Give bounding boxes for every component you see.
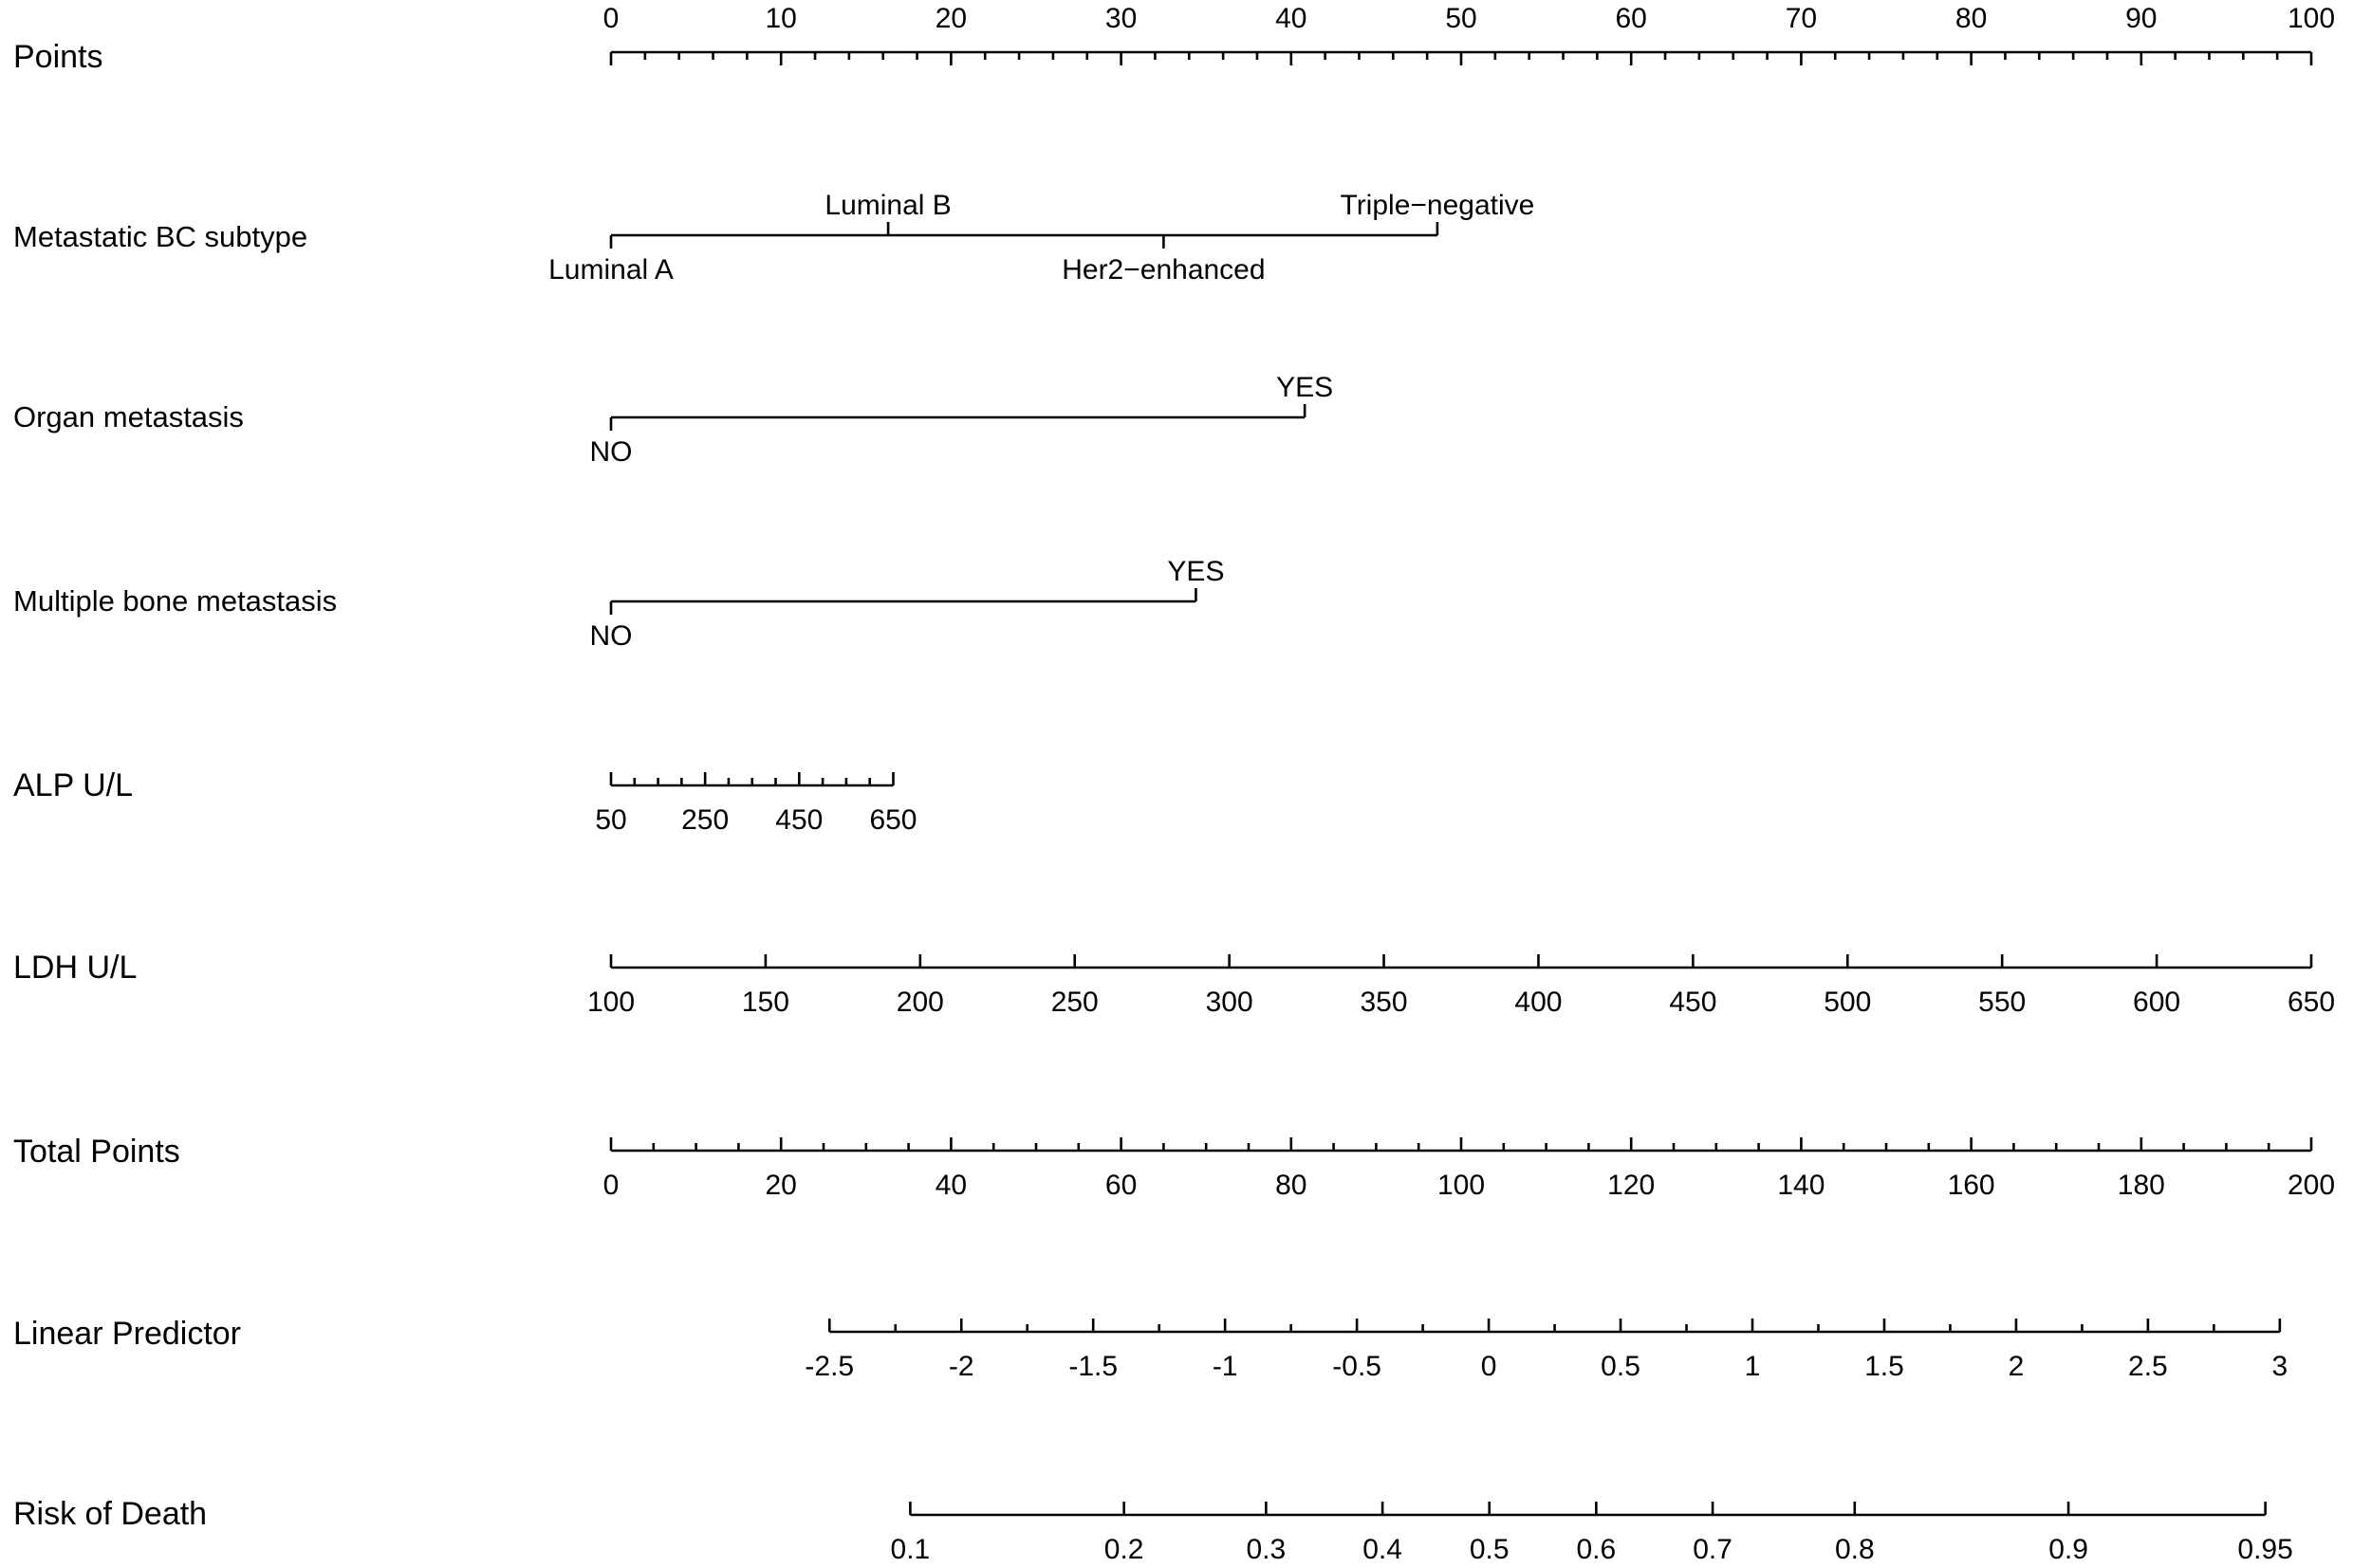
tick-label: 40 xyxy=(1275,2,1307,34)
tick-label: 0 xyxy=(602,1169,620,1201)
tick-label: 450 xyxy=(1669,986,1717,1018)
tick-label: 3 xyxy=(2271,1350,2288,1382)
row-label: LDH U/L xyxy=(13,949,138,986)
tick-label: 50 xyxy=(595,803,627,836)
tick-label: 100 xyxy=(586,986,636,1018)
tick-label: 100 xyxy=(1436,1169,1486,1201)
tick-label: 80 xyxy=(1955,2,1988,34)
tick-label: 0.8 xyxy=(1834,1533,1875,1565)
tick-label: 0.5 xyxy=(1601,1350,1640,1382)
row-label: Linear Predictor xyxy=(13,1315,242,1352)
level-label: Luminal A xyxy=(548,253,674,286)
tick-label: 10 xyxy=(765,2,797,34)
level-label: Triple−negative xyxy=(1340,189,1535,221)
row-total xyxy=(13,1134,2335,1201)
tick-label: 250 xyxy=(1050,986,1099,1018)
tick-label: 1.5 xyxy=(1864,1350,1904,1382)
level-label: YES xyxy=(1276,371,1334,403)
row-label: Multiple bone metastasis xyxy=(13,584,338,618)
tick-label: 650 xyxy=(2287,986,2336,1018)
level-label: NO xyxy=(589,435,633,468)
row-label: ALP U/L xyxy=(13,766,134,803)
tick-label: 90 xyxy=(2125,2,2158,34)
tick-label: 0.4 xyxy=(1362,1533,1402,1565)
tick-label: 150 xyxy=(741,986,789,1018)
row-ldh xyxy=(13,950,2335,1018)
tick-label: 30 xyxy=(1104,2,1138,34)
nomogram-rows xyxy=(13,3,2335,1565)
tick-label: 0.95 xyxy=(2237,1533,2293,1565)
row-label: Metastatic BC subtype xyxy=(13,220,308,254)
row-lp xyxy=(13,1316,2288,1382)
tick-label: 0 xyxy=(1480,1350,1497,1382)
tick-label: 550 xyxy=(1978,986,2027,1018)
tick-label: 20 xyxy=(765,1169,797,1201)
tick-label: 0.9 xyxy=(2048,1533,2088,1565)
tick-label: 200 xyxy=(2287,1169,2336,1201)
tick-label: 60 xyxy=(1104,1169,1138,1201)
tick-label: 0.6 xyxy=(1576,1533,1617,1565)
row-risk xyxy=(13,1496,2293,1565)
tick-label: 70 xyxy=(1785,2,1818,34)
tick-label: 350 xyxy=(1360,986,1408,1018)
tick-label: 0.5 xyxy=(1469,1533,1510,1565)
tick-label: 450 xyxy=(775,803,824,836)
tick-label: -1 xyxy=(1212,1350,1238,1382)
row-subtype xyxy=(13,190,1534,286)
tick-label: 1 xyxy=(1744,1350,1761,1382)
tick-label: 500 xyxy=(1824,986,1872,1018)
tick-label: 300 xyxy=(1205,986,1253,1018)
row-label: Points xyxy=(13,38,103,75)
tick-label: -1.5 xyxy=(1068,1350,1119,1382)
tick-label: 120 xyxy=(1607,1169,1656,1201)
row-points xyxy=(13,3,2335,75)
tick-label: 0.2 xyxy=(1103,1533,1144,1565)
tick-label: 200 xyxy=(896,986,944,1018)
tick-label: 60 xyxy=(1615,2,1647,34)
tick-label: 140 xyxy=(1777,1169,1825,1201)
row-bone xyxy=(13,556,1224,652)
level-label: NO xyxy=(589,619,633,652)
tick-label: 100 xyxy=(2287,2,2336,34)
tick-label: 400 xyxy=(1514,986,1563,1018)
tick-label: -2.5 xyxy=(805,1350,855,1382)
level-label: YES xyxy=(1167,555,1225,587)
tick-label: 0.1 xyxy=(890,1533,931,1565)
tick-label: -2 xyxy=(948,1350,974,1382)
tick-label: 160 xyxy=(1947,1169,1995,1201)
tick-label: 2.5 xyxy=(2128,1350,2168,1382)
tick-label: 650 xyxy=(869,803,917,836)
row-label: Organ metastasis xyxy=(13,400,244,434)
row-label: Total Points xyxy=(13,1133,180,1170)
tick-label: 600 xyxy=(2133,986,2181,1018)
tick-label: 0.7 xyxy=(1693,1533,1732,1565)
tick-label: 2 xyxy=(2008,1350,2025,1382)
tick-label: 20 xyxy=(935,2,968,34)
tick-label: 80 xyxy=(1275,1169,1307,1201)
row-alp xyxy=(13,767,917,836)
level-label: Luminal B xyxy=(824,189,952,221)
tick-label: 180 xyxy=(2117,1169,2165,1201)
row-organ xyxy=(13,372,1333,468)
tick-label: 40 xyxy=(935,1169,968,1201)
row-label: Risk of Death xyxy=(13,1495,208,1532)
tick-label: 0 xyxy=(602,2,620,34)
level-label: Her2−enhanced xyxy=(1062,253,1266,286)
tick-label: -0.5 xyxy=(1332,1350,1381,1382)
tick-label: 50 xyxy=(1445,2,1477,34)
tick-label: 250 xyxy=(681,803,730,836)
tick-label: 0.3 xyxy=(1246,1533,1287,1565)
